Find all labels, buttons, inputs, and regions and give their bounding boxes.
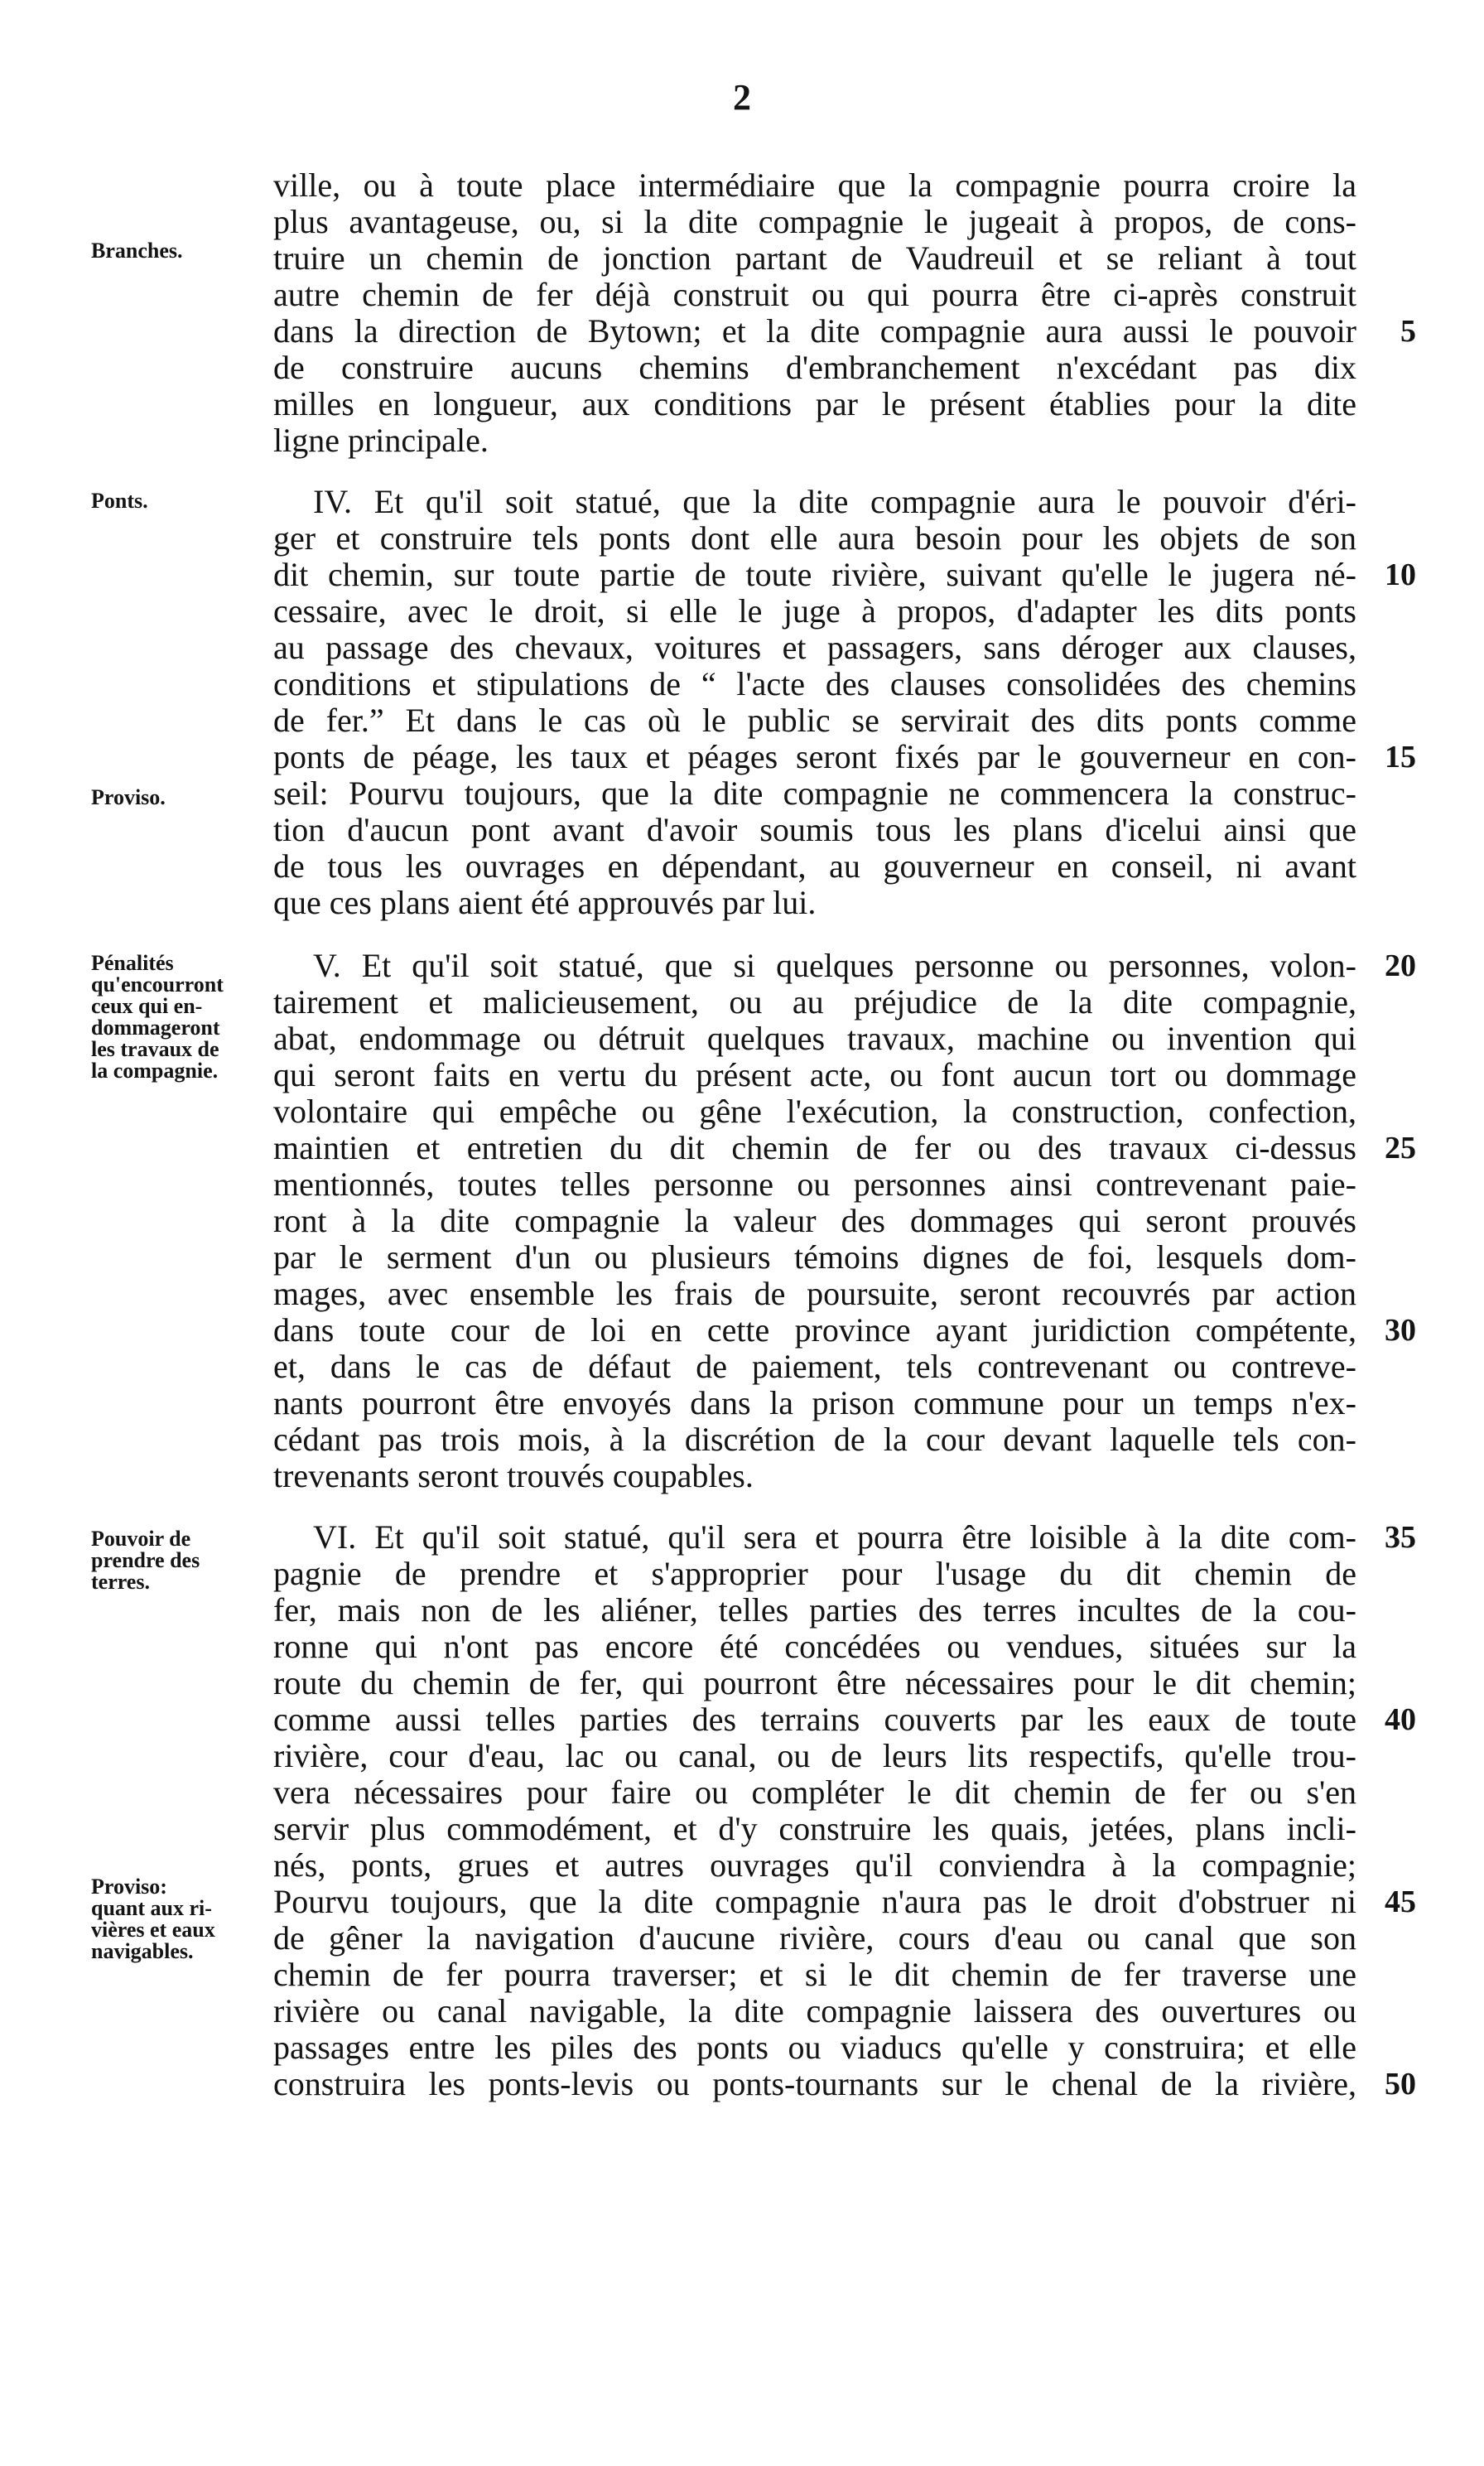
line-number: 15 [1385, 740, 1416, 775]
body-line: de fer.” Et dans le cas où le public se servirait des dits ponts comme [273, 702, 1356, 739]
line-number: 20 [1385, 948, 1416, 983]
body-line: abat, endommage ou détruit quelques travaux, machine ou invention qui [273, 1020, 1356, 1057]
body-line: chemin de fer pourra traverser; et si le dit chemin de fer traverse une [273, 1956, 1356, 1993]
margin-note-line: Proviso. [91, 785, 166, 809]
body-line: de gêner la navigation d'aucune rivière, cours d'eau ou canal que son [273, 1919, 1356, 1957]
body-line: maintien et entretien du dit chemin de fer ou des travaux ci-dessus [273, 1129, 1356, 1166]
body-line: par le serment d'un ou plusieurs témoins dignes de foi, lesquels dom- [273, 1238, 1356, 1276]
body-line: seil: Pourvu toujours, que la dite compagnie ne commencera la construc- [273, 775, 1356, 812]
line-number: 35 [1385, 1520, 1416, 1555]
margin-note-proviso-1 [91, 787, 269, 808]
body-line: de tous les ouvrages en dépendant, au gouverneur en conseil, ni avant [273, 847, 1356, 885]
body-line: mages, avec ensemble les frais de poursuite, seront recouvrés par action [273, 1275, 1356, 1312]
body-line: et, dans le cas de défaut de paiement, tels contrevenant ou contreve- [273, 1348, 1356, 1385]
body-line: passages entre les piles des ponts ou viaducs qu'elle y construira; et elle [273, 2029, 1356, 2066]
body-line: VI. Et qu'il soit statué, qu'il sera et pourra être loisible à la dite com- [313, 1518, 1356, 1556]
margin-note-branches [91, 240, 269, 262]
body-line: milles en longueur, aux conditions par le présent établies pour la dite [273, 385, 1356, 422]
margin-note-line: Pouvoir de [91, 1527, 191, 1551]
body-line: vera nécessaires pour faire ou compléter le dit chemin de fer ou s'en [273, 1773, 1356, 1811]
margin-note-line: dommageront [91, 1016, 220, 1040]
body-line: route du chemin de fer, qui pourront être nécessaires pour le dit chemin; [273, 1664, 1356, 1701]
margin-note-line: Ponts. [91, 489, 148, 513]
margin-note-proviso-2 [91, 1876, 269, 1962]
body-line: ger et construire tels ponts dont elle aura besoin pour les objets de son [273, 519, 1356, 557]
margin-note-line: quant aux ri- [91, 1896, 212, 1920]
body-line: dans la direction de Bytown; et la dite compagnie aura aussi le pouvoir [273, 312, 1356, 350]
margin-note-line: la compagnie. [91, 1059, 219, 1083]
body-line: qui seront faits en vertu du présent acte, ou font aucun tort ou dommage [273, 1056, 1356, 1093]
margin-note-line: qu'encourront [91, 972, 224, 997]
body-line: servir plus commodément, et d'y construire les quais, jetées, plans incli- [273, 1810, 1356, 1847]
body-line: conditions et stipulations de “ l'acte des clauses consolidées des chemins [273, 665, 1356, 702]
body-line: pagnie de prendre et s'approprier pour l'usage du dit chemin de [273, 1555, 1356, 1592]
margin-note-line: terres. [91, 1570, 150, 1594]
margin-note-pouvoir [91, 1528, 269, 1593]
margin-note-line: les travaux de [91, 1037, 219, 1061]
body-line: comme aussi telles parties des terrains couverts par les eaux de toute [273, 1701, 1356, 1738]
body-line: ronne qui n'ont pas encore été concédées ou vendues, situées sur la [273, 1628, 1356, 1665]
line-number: 45 [1385, 1884, 1416, 1919]
page-number: 2 [733, 77, 751, 118]
body-line: fer, mais non de les aliéner, telles parties des terres incultes de la cou- [273, 1591, 1356, 1629]
body-line: IV. Et qu'il soit statué, que la dite compagnie aura le pouvoir d'éri- [313, 483, 1356, 520]
body-line: rivière ou canal navigable, la dite compagnie laissera des ouvertures ou [273, 1992, 1356, 2029]
body-line: V. Et qu'il soit statué, que si quelques personne ou personnes, volon- [313, 947, 1356, 984]
body-line: dit chemin, sur toute partie de toute rivière, suivant qu'elle le jugera né- [273, 556, 1356, 593]
body-line: trevenants seront trouvés coupables. [273, 1457, 754, 1494]
body-line: de construire aucuns chemins d'embranchement n'excédant pas dix [273, 349, 1356, 386]
body-line: tion d'aucun pont avant d'avoir soumis tous les plans d'icelui ainsi que [273, 811, 1356, 848]
line-number: 30 [1385, 1313, 1416, 1348]
line-number: 5 [1400, 314, 1416, 349]
body-line: au passage des chevaux, voitures et passagers, sans déroger aux clauses, [273, 629, 1356, 666]
body-line: truire un chemin de jonction partant de Vaudreuil et se reliant à tout [273, 239, 1356, 277]
body-line: cessaire, avec le droit, si elle le juge à propos, d'adapter les dits ponts [273, 592, 1356, 630]
body-line: que ces plans aient été approuvés par lui. [273, 884, 817, 921]
margin-note-line: prendre des [91, 1548, 200, 1572]
margin-note-line: Pénalités [91, 951, 174, 975]
body-line: construira les ponts-levis ou ponts-tournants sur le chenal de la rivière, [273, 2065, 1356, 2102]
body-line: ront à la dite compagnie la valeur des dommages qui seront prouvés [273, 1202, 1356, 1239]
margin-note-line: Proviso: [91, 1875, 167, 1899]
body-line: nés, ponts, grues et autres ouvrages qu'il conviendra à la compagnie; [273, 1846, 1356, 1884]
body-line: ville, ou à toute place intermédiaire que la compagnie pourra croire la [273, 166, 1356, 204]
line-number: 10 [1385, 557, 1416, 592]
margin-note-ponts [91, 490, 269, 512]
margin-note-line: vières et eaux [91, 1918, 215, 1942]
line-number: 40 [1385, 1702, 1416, 1737]
body-line: cédant pas trois mois, à la discrétion de la cour devant laquelle tels con- [273, 1421, 1356, 1458]
body-line: rivière, cour d'eau, lac ou canal, ou de leurs lits respectifs, qu'elle trou- [273, 1737, 1356, 1774]
margin-note-line: Branches. [91, 239, 183, 263]
body-line: nants pourront être envoyés dans la prison commune pour un temps n'ex- [273, 1384, 1356, 1421]
body-line: tairement et malicieusement, ou au préjudice de la dite compagnie, [273, 983, 1356, 1021]
line-number: 25 [1385, 1131, 1416, 1165]
margin-note-penalites [91, 953, 269, 1082]
body-line: ponts de péage, les taux et péages seront fixés par le gouverneur en con- [273, 738, 1356, 775]
body-line: dans toute cour de loi en cette province ayant juridiction compétente, [273, 1311, 1356, 1349]
body-line: ligne principale. [273, 422, 489, 459]
margin-note-line: navigables. [91, 1939, 194, 1963]
body-line: plus avantageuse, ou, si la dite compagnie le jugeait à propos, de cons- [273, 203, 1356, 240]
margin-note-line: ceux qui en- [91, 994, 203, 1018]
line-number: 50 [1385, 2067, 1416, 2102]
body-line: Pourvu toujours, que la dite compagnie n'aura pas le droit d'obstruer ni [273, 1883, 1356, 1920]
body-line: autre chemin de fer déjà construit ou qui pourra être ci-après construit [273, 276, 1356, 313]
body-line: volontaire qui empêche ou gêne l'exécution, la construction, confection, [273, 1093, 1356, 1130]
body-line: mentionnés, toutes telles personne ou personnes ainsi contrevenant paie- [273, 1165, 1356, 1203]
